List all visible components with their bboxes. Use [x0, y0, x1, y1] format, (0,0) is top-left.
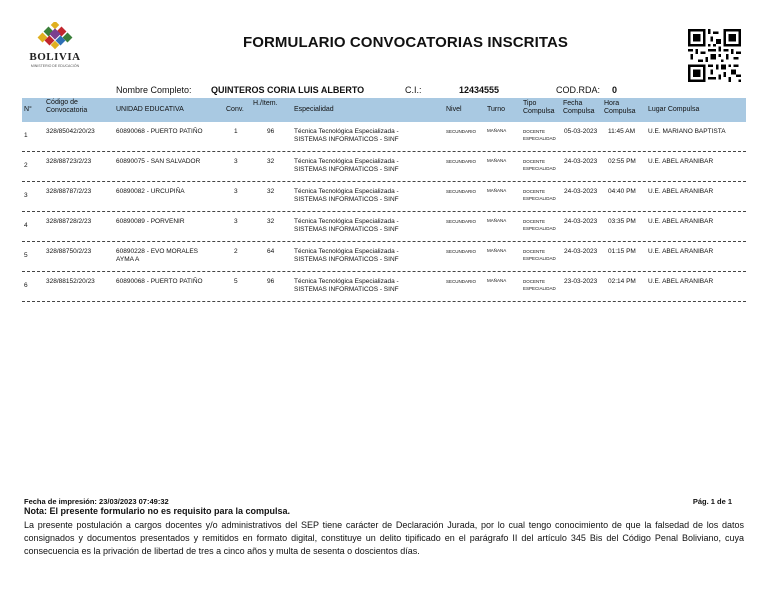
cell-lugar: U.E. ABEL ARANIBAR — [648, 158, 714, 165]
ci-number: 12434555 — [459, 85, 500, 95]
cell-conv: 3 — [234, 218, 238, 225]
cell-hitem: 96 — [267, 128, 275, 135]
cell-esp-line2: SISTEMAS INFORMATICOS - SINF — [294, 196, 399, 203]
table-row — [22, 152, 746, 182]
cell-unit: 60890068 - PUERTO PATIÑO — [116, 278, 203, 285]
cell-esp: Técnica Tecnológica Especializada - — [294, 248, 399, 255]
cell-tipo: DOCENTE — [523, 129, 546, 134]
person-info — [0, 85, 768, 97]
cell-fecha: 24-03-2023 — [564, 248, 598, 255]
table-row — [22, 242, 746, 272]
cell-unit: 60890075 - SAN SALVADOR — [116, 158, 201, 165]
cell-turno: MAÑANA — [487, 128, 507, 133]
cell-hora: 02:14 PM — [608, 278, 636, 285]
cell-tipo-line2: ESPECIALIDAD — [523, 226, 556, 231]
cell-unit: 60890068 - PUERTO PATIÑO — [116, 128, 203, 135]
cell-nivel: SECUNDARIO — [446, 219, 477, 224]
cell-fecha: 24-03-2023 — [564, 158, 598, 165]
cell-lugar: U.E. ABEL ARANIBAR — [648, 248, 714, 255]
cell-turno: MAÑANA — [487, 158, 507, 163]
cell-lugar: U.E. ABEL ARANIBAR — [648, 218, 714, 225]
col-code: Código de Convocatoria — [46, 99, 88, 114]
table-row — [22, 182, 746, 212]
cell-lugar: U.E. ABEL ARANIBAR — [648, 188, 714, 195]
cell-conv: 5 — [234, 278, 238, 285]
cell-esp-line2: SISTEMAS INFORMATICOS - SINF — [294, 226, 399, 233]
table-row — [22, 272, 746, 302]
cell-esp-line2: SISTEMAS INFORMATICOS - SINF — [294, 136, 399, 143]
col-unit: UNIDAD EDUCATIVA — [116, 106, 184, 113]
cell-tipo: DOCENTE — [523, 249, 546, 254]
logo-ministry: MINISTERIO DE EDUCACIÓN — [30, 64, 80, 68]
cell-nivel: SECUNDARIO — [446, 129, 477, 134]
cell-unit: 60890082 - URCUPIÑA — [116, 188, 185, 195]
cell-code: 328/88728/2/23 — [46, 218, 92, 225]
col-conv: Conv. — [226, 106, 244, 113]
cell-tipo-line2: ESPECIALIDAD — [523, 196, 556, 201]
cell-code: 328/88152/20/23 — [46, 278, 95, 285]
cell-num: 4 — [24, 222, 28, 229]
cell-esp-line2: SISTEMAS INFORMATICOS - SINF — [294, 166, 399, 173]
cell-nivel: SECUNDARIO — [446, 159, 477, 164]
col-tipo: Tipo Compulsa — [523, 100, 555, 115]
cell-conv: 1 — [234, 128, 238, 135]
cell-hora: 04:40 PM — [608, 188, 636, 195]
page-number: Pág. 1 de 1 — [692, 497, 732, 506]
cell-tipo-line2: ESPECIALIDAD — [523, 286, 556, 291]
bolivia-logo — [18, 22, 92, 84]
cell-num: 5 — [24, 252, 28, 259]
cell-turno: MAÑANA — [487, 188, 507, 193]
cell-tipo-line2: ESPECIALIDAD — [523, 256, 556, 261]
cell-esp-line2: SISTEMAS INFORMATICOS - SINF — [294, 286, 399, 293]
col-fecha: Fecha Compulsa — [563, 100, 595, 115]
cell-tipo-line2: ESPECIALIDAD — [523, 166, 556, 171]
cell-num: 1 — [24, 132, 28, 139]
cell-hitem: 32 — [267, 188, 275, 195]
cell-esp: Técnica Tecnológica Especializada - — [294, 188, 399, 195]
rda-number: 0 — [612, 85, 618, 95]
footer-note: Nota: El presente formulario no es requisito para la compulsa. — [24, 506, 291, 516]
cell-tipo: DOCENTE — [523, 159, 546, 164]
qr-code-icon — [688, 29, 741, 82]
cell-code: 328/88787/2/23 — [46, 188, 92, 195]
cell-fecha: 05-03-2023 — [564, 128, 598, 135]
full-name: QUINTEROS CORIA LUIS ALBERTO — [211, 85, 365, 95]
cell-hora: 03:35 PM — [608, 218, 636, 225]
cell-turno: MAÑANA — [487, 278, 507, 283]
cell-tipo-line2: ESPECIALIDAD — [523, 136, 556, 141]
cell-hitem: 64 — [267, 248, 275, 255]
cell-esp: Técnica Tecnológica Especializada - — [294, 158, 399, 165]
cell-conv: 3 — [234, 188, 238, 195]
logo-country: BOLIVIA — [29, 51, 81, 63]
cell-code: 328/85042/20/23 — [46, 128, 95, 135]
cell-hora: 11:45 AM — [608, 128, 635, 135]
legal-disclaimer: La presente postulación a cargos docentes y/o administrativos del SEP tiene carácter de Declaración Jurada, por lo cual tengo conocimiento de que la falsedad de los datos consignados y documentos presentados y remitidos en formato digital, constituye un delito tipificado en el parágrafo II del artículo 345 Bis del Código Penal Boliviano, cuya consecuencia es la privación de libertad de tres a cinco años y multa de sesenta o doscientos días. — [24, 520, 744, 556]
cell-hora: 01:15 PM — [608, 248, 636, 255]
cell-tipo: DOCENTE — [523, 189, 546, 194]
cell-code: 328/88750/2/23 — [46, 248, 92, 255]
col-esp: Especialidad — [294, 106, 334, 113]
cell-hitem: 96 — [267, 278, 275, 285]
cell-tipo: DOCENTE — [523, 219, 546, 224]
ci-label: C.I.: — [405, 85, 422, 95]
cell-fecha: 23-03-2023 — [564, 278, 598, 285]
cell-lugar: U.E. ABEL ARANIBAR — [648, 278, 714, 285]
cell-conv: 2 — [234, 248, 238, 255]
table-row — [22, 212, 746, 242]
cell-esp: Técnica Tecnológica Especializada - — [294, 278, 399, 285]
col-lugar: Lugar Compulsa — [648, 106, 700, 113]
rda-label: COD.RDA: — [556, 85, 601, 95]
table-row — [22, 122, 746, 152]
cell-esp-line2: SISTEMAS INFORMATICOS - SINF — [294, 256, 399, 263]
col-hitem: H./Item. — [253, 100, 278, 107]
cell-turno: MAÑANA — [487, 218, 507, 223]
cell-unit: 60890089 - PORVENIR — [116, 218, 185, 225]
print-date: Fecha de impresión: 23/03/2023 07:49:32 — [24, 497, 169, 506]
col-nivel: Nivel — [446, 106, 462, 113]
cell-hora: 02:55 PM — [608, 158, 636, 165]
col-turno: Turno — [487, 106, 506, 113]
cell-num: 6 — [24, 282, 28, 289]
cell-hitem: 32 — [267, 158, 275, 165]
cell-esp: Técnica Tecnológica Especializada - — [294, 128, 399, 135]
col-num: N° — [24, 106, 32, 113]
cell-hitem: 32 — [267, 218, 275, 225]
cell-code: 328/88723/2/23 — [46, 158, 92, 165]
cell-esp: Técnica Tecnológica Especializada - — [294, 218, 399, 225]
cell-unit: 60890228 - EVO MORALES — [116, 248, 199, 255]
cell-lugar: U.E. MARIANO BAPTISTA — [648, 128, 726, 135]
table-header — [22, 98, 746, 122]
cell-nivel: SECUNDARIO — [446, 279, 477, 284]
col-hora: Hora Compulsa — [604, 100, 636, 115]
cell-fecha: 24-03-2023 — [564, 188, 598, 195]
cell-nivel: SECUNDARIO — [446, 189, 477, 194]
name-label: Nombre Completo: — [116, 85, 192, 95]
cell-num: 3 — [24, 192, 28, 199]
cell-turno: MAÑANA — [487, 248, 507, 253]
cell-unit-line2: AYMA A — [116, 256, 140, 263]
cell-nivel: SECUNDARIO — [446, 249, 477, 254]
cell-fecha: 24-03-2023 — [564, 218, 598, 225]
cell-tipo: DOCENTE — [523, 279, 546, 284]
cell-num: 2 — [24, 162, 28, 169]
cell-conv: 3 — [234, 158, 238, 165]
document-title: FORMULARIO CONVOCATORIAS INSCRITAS — [242, 34, 569, 51]
